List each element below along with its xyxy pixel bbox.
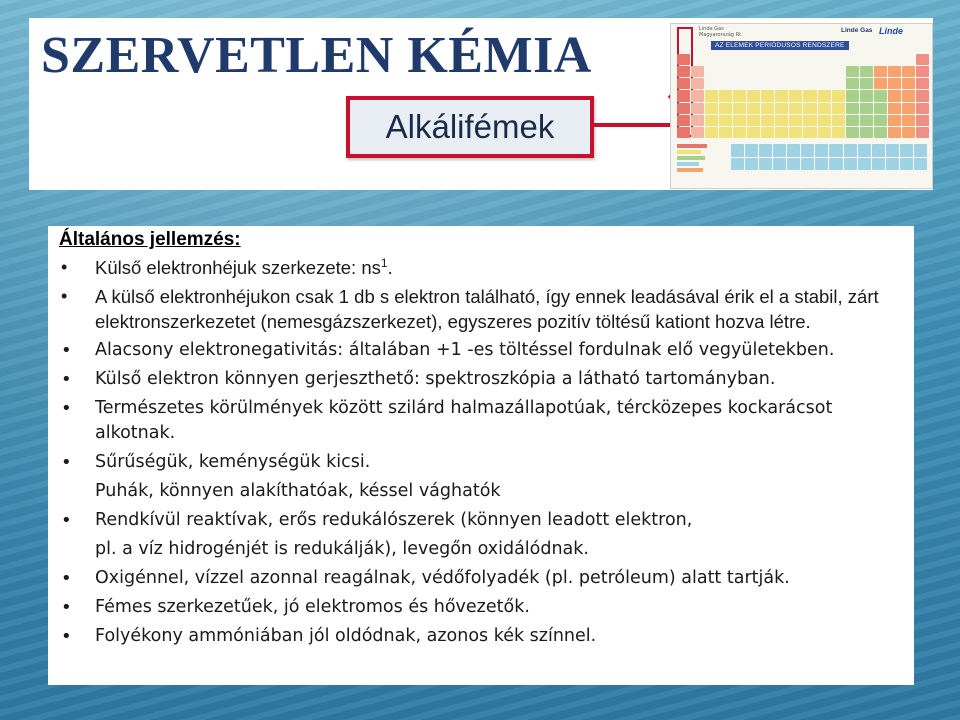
bullet-item (59, 595, 898, 620)
bullet-item (59, 479, 898, 504)
bullet-text-suffix: . (387, 257, 393, 278)
periodic-table-cell (775, 115, 788, 126)
periodic-table-cell (818, 103, 831, 114)
periodic-table-cell (818, 90, 831, 101)
periodic-table-cell (719, 66, 732, 77)
periodic-table-cell (677, 115, 690, 126)
periodic-table-cell (719, 54, 732, 65)
periodic-table-cell (803, 66, 816, 77)
periodic-table-brand-small: Linde Gas Magyarország Rt. (699, 26, 743, 38)
periodic-table-cell (914, 144, 927, 157)
periodic-table-cell (916, 90, 929, 101)
periodic-table-cell (846, 90, 859, 101)
bullet-text: Alacsony elektronegativitás: általában +1 -es töltéssel fordulnak elő vegyületekben. (95, 340, 835, 360)
periodic-table-cell (789, 103, 802, 114)
bullet-text: Sűrűségük, keménységük kicsi. (95, 452, 371, 472)
periodic-table-cell (818, 54, 831, 65)
periodic-table-cell (773, 144, 786, 157)
periodic-table-cell (787, 144, 800, 157)
periodic-table-cell (846, 78, 859, 89)
periodic-table-cell (846, 54, 859, 65)
periodic-table-cell (731, 144, 744, 157)
bullet-marker: • (61, 597, 72, 618)
content-panel (48, 226, 914, 685)
periodic-table-cell (733, 127, 746, 138)
bullet-item (59, 396, 898, 446)
periodic-table-cell (846, 115, 859, 126)
bullet-list (59, 255, 898, 649)
periodic-table-cell (874, 115, 887, 126)
subtitle-callout (346, 96, 594, 158)
bullet-marker: • (61, 626, 72, 647)
periodic-table-cell (733, 78, 746, 89)
periodic-table-cell (818, 115, 831, 126)
periodic-table-cell (691, 115, 704, 126)
periodic-table-cell (759, 144, 772, 157)
periodic-table-cell (860, 115, 873, 126)
periodic-table-cell (761, 90, 774, 101)
header-panel (29, 18, 933, 190)
periodic-table-cell (705, 127, 718, 138)
bullet-item (59, 624, 898, 649)
periodic-table-cell (803, 127, 816, 138)
periodic-table-cell (775, 54, 788, 65)
periodic-table-cell (888, 54, 901, 65)
page-title: SZERVETLEN KÉMIA (41, 27, 592, 84)
bullet-item (59, 367, 898, 392)
periodic-table-cell (902, 78, 915, 89)
periodic-table-cell (818, 66, 831, 77)
periodic-table-cell (888, 78, 901, 89)
periodic-table-cell (886, 158, 899, 171)
bullet-marker: • (61, 452, 72, 473)
periodic-table-brand: Linde Gas (841, 27, 873, 34)
bullet-text: pl. a víz hidrogénjét is redukálják), levegőn oxidálódnak. (95, 539, 589, 559)
periodic-table-cell (902, 90, 915, 101)
periodic-table-cell (815, 158, 828, 171)
periodic-table-cell (832, 127, 845, 138)
periodic-table-cell (761, 54, 774, 65)
periodic-table-cell (719, 90, 732, 101)
periodic-table-cell (733, 115, 746, 126)
periodic-table-title: AZ ELEMEK PERIÓDUSOS RENDSZERE (711, 41, 849, 50)
bullet-marker: • (61, 510, 72, 531)
bullet-item (59, 566, 898, 591)
bullet-marker: • (61, 568, 72, 589)
periodic-table-cell (832, 90, 845, 101)
periodic-table-cell (747, 66, 760, 77)
periodic-table-cell (677, 78, 690, 89)
periodic-table-cell (832, 115, 845, 126)
periodic-table-cell (747, 78, 760, 89)
bullet-item (59, 450, 898, 475)
periodic-table-cell (872, 158, 885, 171)
periodic-table-cell (677, 90, 690, 101)
periodic-table-cell (775, 66, 788, 77)
periodic-table-cell (775, 127, 788, 138)
periodic-table-cell (818, 127, 831, 138)
bullet-marker: • (61, 340, 72, 361)
bullet-text: Puhák, könnyen alakíthatóak, késsel vághatók (95, 481, 501, 501)
periodic-table-cell (761, 127, 774, 138)
periodic-table-cell (872, 144, 885, 157)
bullet-superscript: 1 (380, 255, 388, 270)
periodic-table-cell (832, 103, 845, 114)
periodic-table-cell (818, 78, 831, 89)
periodic-table-cell (677, 103, 690, 114)
periodic-table-cell (691, 103, 704, 114)
periodic-table-cell (846, 66, 859, 77)
periodic-table-cell (747, 103, 760, 114)
bullet-text: Fémes szerkezetűek, jó elektromos és hővezetők. (95, 597, 530, 617)
periodic-table-cell (691, 127, 704, 138)
periodic-table-cell (691, 54, 704, 65)
periodic-table-cell (789, 66, 802, 77)
periodic-table-cell (916, 54, 929, 65)
periodic-table-cell (874, 90, 887, 101)
periodic-table-cell (902, 54, 915, 65)
periodic-table-cell (916, 103, 929, 114)
periodic-table-cell (733, 103, 746, 114)
periodic-table-cell (874, 66, 887, 77)
periodic-table-cell (803, 103, 816, 114)
periodic-table-cell (733, 66, 746, 77)
periodic-table-cell (860, 54, 873, 65)
bullet-item (59, 284, 898, 334)
periodic-table-cell (916, 127, 929, 138)
periodic-table-cell (789, 90, 802, 101)
periodic-table-cell (761, 78, 774, 89)
periodic-table-cell (902, 66, 915, 77)
periodic-table-cell (888, 103, 901, 114)
periodic-table-cell (916, 115, 929, 126)
periodic-table-cell (677, 66, 690, 77)
periodic-table-cell (914, 158, 927, 171)
periodic-table-cell (888, 66, 901, 77)
bullet-text: Külső elektron könnyen gerjeszthető: spektroszkópia a látható tartományban. (95, 369, 776, 389)
periodic-table-cell (832, 54, 845, 65)
periodic-table-cell (745, 158, 758, 171)
periodic-table-cell (705, 66, 718, 77)
periodic-table-cell (860, 66, 873, 77)
periodic-table-cell (745, 144, 758, 157)
periodic-table-cell (677, 127, 690, 138)
periodic-table-cell (888, 127, 901, 138)
periodic-table-cell (888, 90, 901, 101)
bullet-item (59, 338, 898, 363)
section-heading: Általános jellemzés: (59, 229, 241, 250)
periodic-table-cell (787, 158, 800, 171)
periodic-table-cell (860, 127, 873, 138)
bullet-text: Rendkívül reaktívak, erős redukálószerek (könnyen leadott elektron, (95, 510, 693, 530)
bullet-text: Külső elektronhéjuk szerkezete: ns (95, 257, 381, 278)
periodic-table-cell (789, 54, 802, 65)
periodic-table-cell (829, 158, 842, 171)
periodic-table-cell (719, 103, 732, 114)
periodic-table-cell (789, 78, 802, 89)
periodic-table-cell (846, 127, 859, 138)
periodic-table-cell (916, 78, 929, 89)
bullet-item (59, 255, 898, 280)
periodic-table-cell (719, 127, 732, 138)
bullet-marker: • (61, 286, 68, 306)
periodic-table-legend (677, 144, 717, 182)
periodic-table-cell (761, 103, 774, 114)
periodic-table-image (670, 23, 933, 189)
periodic-table-cell (731, 158, 744, 171)
linde-logo: Linde (879, 26, 903, 36)
periodic-table-cell (874, 54, 887, 65)
bullet-marker: • (61, 398, 72, 419)
periodic-table-cell (705, 54, 718, 65)
periodic-table-cell (691, 78, 704, 89)
periodic-table-cell (888, 115, 901, 126)
periodic-table-cell (705, 103, 718, 114)
periodic-table-cell (815, 144, 828, 157)
periodic-table-cell (832, 78, 845, 89)
periodic-table-cell (761, 115, 774, 126)
bullet-text: Folyékony ammóniában jól oldódnak, azonos kék színnel. (95, 626, 597, 646)
periodic-table-cell (801, 158, 814, 171)
periodic-table-cell (747, 127, 760, 138)
periodic-table-cell (733, 90, 746, 101)
periodic-table-cell (886, 144, 899, 157)
periodic-table-cell (860, 90, 873, 101)
callout-connector (594, 123, 676, 127)
periodic-table-cell (691, 66, 704, 77)
periodic-table-cell (902, 115, 915, 126)
periodic-table-cell (747, 90, 760, 101)
periodic-table-cell (705, 90, 718, 101)
periodic-table-cell (789, 127, 802, 138)
periodic-table-cell (747, 54, 760, 65)
periodic-table-cell (902, 103, 915, 114)
periodic-table-cell (705, 78, 718, 89)
periodic-table-cell (761, 66, 774, 77)
periodic-table-cell (719, 78, 732, 89)
bullet-item (59, 537, 898, 562)
periodic-table-cell (801, 144, 814, 157)
periodic-table-cell (858, 144, 871, 157)
periodic-table-cell (747, 115, 760, 126)
periodic-table-cell (733, 54, 746, 65)
bullet-item (59, 508, 898, 533)
periodic-table-header (671, 24, 932, 54)
periodic-table-cell (874, 78, 887, 89)
periodic-table-cell (900, 158, 913, 171)
periodic-table-cell (705, 115, 718, 126)
subtitle-text: Alkálifémek (385, 108, 555, 145)
periodic-table-cell (916, 66, 929, 77)
periodic-table-cell (832, 66, 845, 77)
periodic-table-cell (803, 54, 816, 65)
periodic-table-grid (677, 54, 929, 138)
periodic-table-cell (829, 144, 842, 157)
periodic-table-cell (775, 103, 788, 114)
periodic-table-cell (902, 127, 915, 138)
periodic-table-cell (775, 78, 788, 89)
periodic-table-cell (773, 158, 786, 171)
periodic-table-cell (789, 115, 802, 126)
periodic-table-cell (846, 103, 859, 114)
periodic-table-cell (677, 54, 690, 65)
periodic-table-cell (860, 78, 873, 89)
periodic-table-cell (803, 90, 816, 101)
periodic-table-cell (803, 115, 816, 126)
periodic-table-cell (874, 103, 887, 114)
periodic-table-cell (691, 90, 704, 101)
bullet-marker: • (61, 257, 68, 277)
bullet-text: Természetes körülmények között szilárd halmazállapotúak, tércközepes kockarácsot alkotnak. (95, 398, 833, 443)
periodic-table-cell (844, 144, 857, 157)
bullet-text: A külső elektronhéjukon csak 1 db s elektron található, így ennek leadásával érik el a stabil, zárt elektronszerkezetet (nemesgázszerkezet), egyszeres pozitív töltésű kationt hozva létre. (95, 286, 879, 332)
periodic-table-cell (844, 158, 857, 171)
periodic-table-cell (719, 115, 732, 126)
periodic-table-cell (874, 127, 887, 138)
periodic-table-lanthanides (731, 144, 927, 170)
periodic-table-cell (860, 103, 873, 114)
bullet-marker: • (61, 369, 72, 390)
periodic-table-cell (759, 158, 772, 171)
periodic-table-cell (803, 78, 816, 89)
bullet-text: Oxigénnel, vízzel azonnal reagálnak, védőfolyadék (pl. petróleum) alatt tartják. (95, 568, 790, 588)
periodic-table-cell (900, 144, 913, 157)
periodic-table-cell (858, 158, 871, 171)
periodic-table-cell (775, 90, 788, 101)
